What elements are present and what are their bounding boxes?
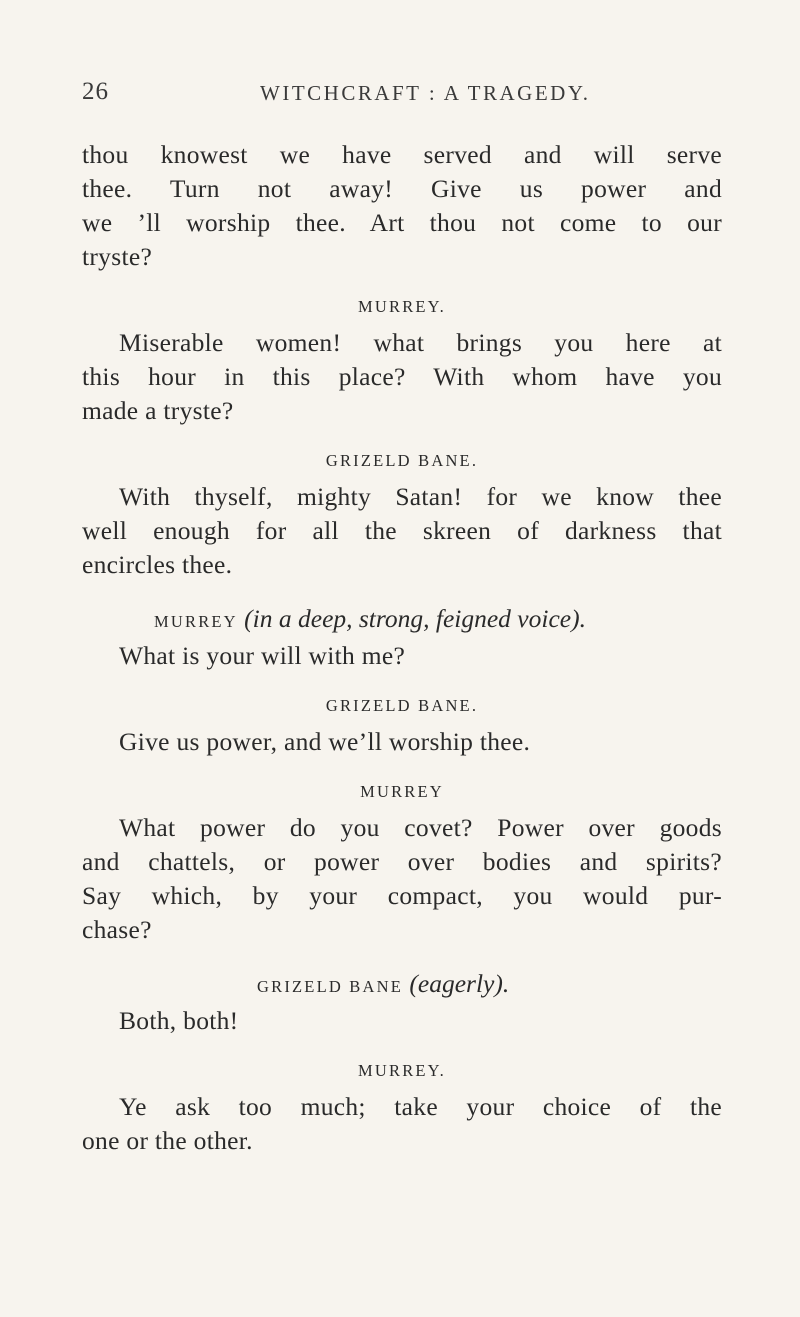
paragraph xyxy=(82,138,722,274)
speaker-heading: MURREY. xyxy=(358,1061,446,1080)
speaker-heading: MURREY xyxy=(360,782,444,801)
text-line: and chattels, or power over bodies and spirits? xyxy=(82,847,722,876)
running-head xyxy=(82,78,722,114)
running-title: WITCHCRAFT : A TRAGEDY. xyxy=(260,81,591,105)
paragraph xyxy=(82,1004,722,1038)
text-line: What is your will with me? xyxy=(119,641,406,670)
text-line: What power do you covet? Power over goods xyxy=(119,813,722,842)
stage-direction: (in a deep, strong, feigned voice). xyxy=(244,604,586,633)
text-line: made a tryste? xyxy=(82,396,234,425)
text-line: Say which, by your compact, you would pur- xyxy=(82,881,722,910)
text-line: With thyself, mighty Satan! for we know thee xyxy=(119,482,722,511)
text-block xyxy=(82,138,722,1158)
speaker-heading: GRIZELD BANE. xyxy=(325,696,479,715)
text-line: Give us power, and we’ll worship thee. xyxy=(119,727,531,756)
text-line: encircles thee. xyxy=(82,550,233,579)
text-line: thee. Turn not away! Give us power and xyxy=(82,174,722,203)
text-line: chase? xyxy=(82,915,152,944)
text-line: this hour in this place? With whom have you xyxy=(82,362,722,391)
speaker-heading: MURREY. xyxy=(358,297,446,316)
speaker-heading: GRIZELD BANE. xyxy=(325,451,479,470)
paragraph xyxy=(82,725,722,759)
speaker-name: GRIZELD BANE xyxy=(257,977,404,996)
text-line: tryste? xyxy=(82,242,153,271)
text-line: well enough for all the skreen of darkness that xyxy=(82,516,722,545)
paragraph-continuation xyxy=(82,1124,722,1158)
text-line: Both, both! xyxy=(119,1006,239,1035)
paragraph-continuation xyxy=(82,360,722,428)
speaker-name: MURREY xyxy=(154,612,238,631)
text-line: Ye ask too much; take your choice of the xyxy=(119,1092,722,1121)
text-line: we ’ll worship thee. Art thou not come to our xyxy=(82,208,722,237)
paragraph xyxy=(82,326,722,360)
paragraph xyxy=(82,480,722,514)
text-line: thou knowest we have served and will serve xyxy=(82,140,722,169)
paragraph xyxy=(82,639,722,673)
paragraph-continuation xyxy=(82,514,722,582)
text-line: Miserable women! what brings you here at xyxy=(119,328,722,357)
stage-direction: (eagerly). xyxy=(409,969,510,998)
page-number: 26 xyxy=(82,78,109,105)
speaker-heading-with-direction xyxy=(82,602,722,639)
speaker-heading-with-direction xyxy=(82,967,722,1004)
paragraph-continuation xyxy=(82,845,722,947)
paragraph xyxy=(82,1090,722,1124)
paragraph xyxy=(82,811,722,845)
text-line: one or the other. xyxy=(82,1126,253,1155)
